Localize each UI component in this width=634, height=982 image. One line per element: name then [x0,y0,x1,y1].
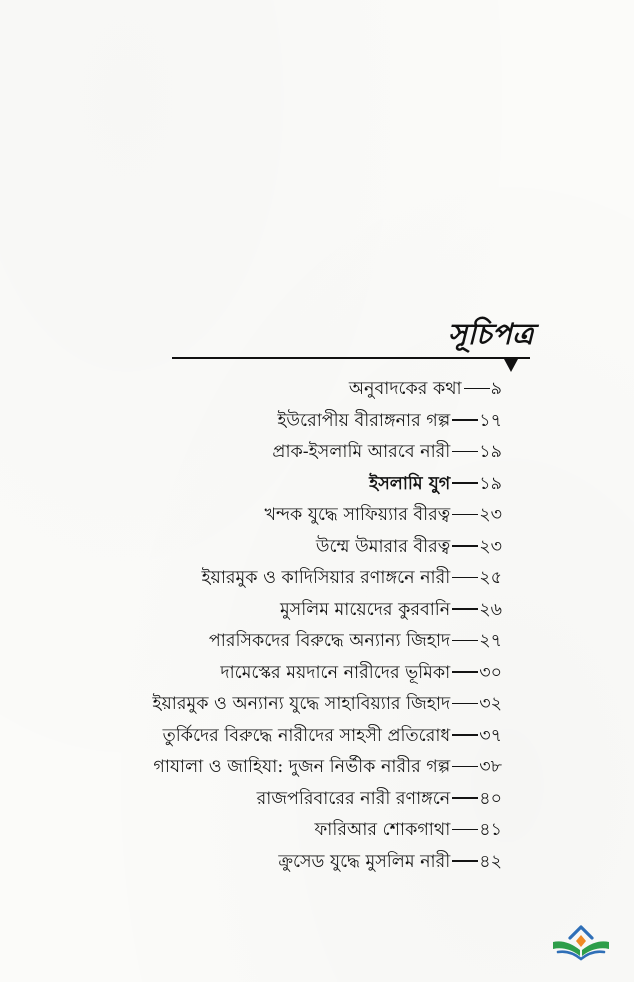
toc-entry-title: ক্রুসেড যুদ্ধে মুসলিম নারী [278,851,451,872]
toc-leader-dash [452,482,478,483]
toc-leader-dash [452,860,478,861]
book-roof-logo-icon [550,922,612,964]
toc-entry-page: ৩২ [479,694,502,714]
toc-entry [82,721,502,753]
toc-entry-title: ইয়ারমুক ও অন্যান্য যুদ্ধে সাহাবিয়্যার জিহাদ [152,694,451,714]
toc-entry [82,784,502,816]
page-title: সূচিপত্র [447,317,534,351]
toc-leader-dash [452,829,478,830]
toc-leader-dash [452,671,478,672]
toc-entry-title: তুর্কিদের বিরুদ্ধে নারীদের সাহসী প্রতিরোধ [162,725,451,746]
toc-entry-title: দামেস্কের ময়দানে নারীদের ভূমিকা [220,662,451,683]
toc-leader-dash [452,797,478,798]
toc-entry [82,626,502,658]
toc-entry-title: মুসলিম মায়েদের কুরবানি [279,599,451,620]
toc-entry-title: ইসলামি যুগ [369,473,451,494]
toc-entry [82,406,502,438]
toc-entry-title: খন্দক যুদ্ধে সাফিয়্যার বীরত্ব [264,505,451,525]
toc-entry-title: উম্মে উমারার বীরত্ব [315,536,451,557]
toc-entry [82,658,502,690]
toc-entry-title: পারসিকদের বিরুদ্ধে অন্যান্য জিহাদ [208,631,451,651]
toc-entry [82,689,502,721]
toc-entry-title: ইয়ারমুক ও কাদিসিয়ার রণাঙ্গনে নারী [201,568,451,588]
toc-entry [82,563,502,595]
toc-entry-page: ২৩ [479,505,502,525]
toc-entry-page: ২৩ [479,536,502,557]
toc-entry-page: ২৭ [479,631,502,651]
toc-entry-page: ৯ [490,379,502,399]
title-underline [172,357,530,359]
toc-entry-page: ২৬ [479,599,502,620]
toc-entry [82,532,502,564]
toc-entry-page: ৪২ [479,851,502,872]
toc-entry [82,752,502,784]
toc-entry-title: ইউরোপীয় বীরাঙ্গনার গল্প [277,410,451,431]
toc-entry-title: প্রাক-ইসলামি আরবে নারী [272,442,451,462]
toc-leader-dash [452,766,478,767]
toc-leader-dash [452,451,478,452]
toc-entry-page: ১৯ [479,473,502,494]
toc-entry-title: গাযালা ও জাহিযা: দুজন নির্ভীক নারীর গল্প [153,757,451,777]
toc-entry [82,469,502,501]
underline-arrow-icon [504,359,518,372]
toc-leader-dash [464,388,490,389]
toc-leader-dash [452,419,478,420]
toc-entry-page: ১৭ [479,410,502,431]
toc-entry-title: রাজপরিবারের নারী রণাঙ্গনে [256,788,451,809]
toc-leader-dash [452,640,478,641]
toc-entry-title: ফারিআর শোকগাথা [314,820,451,840]
toc-entry [82,815,502,847]
toc-entry [82,847,502,879]
toc-leader-dash [452,545,478,546]
toc-leader-dash [452,577,478,578]
toc-entry-page: ৩০ [479,662,502,683]
toc-leader-dash [452,608,478,609]
toc-entry-page: ৪১ [479,820,502,840]
toc-entry-page: ৪০ [479,788,502,809]
toc-entry [82,437,502,469]
table-of-contents [82,374,502,878]
toc-leader-dash [452,734,478,735]
toc-entry-page: ৩৭ [479,725,502,746]
toc-entry [82,595,502,627]
toc-entry-page: ২৫ [479,568,502,588]
toc-entry-title: অনুবাদকের কথা [348,379,462,399]
toc-entry-page: ১৯ [479,442,502,462]
toc-entry-page: ৩৮ [479,757,502,777]
toc-leader-dash [452,703,478,704]
toc-entry [82,374,502,406]
toc-entry [82,500,502,532]
toc-leader-dash [452,514,478,515]
